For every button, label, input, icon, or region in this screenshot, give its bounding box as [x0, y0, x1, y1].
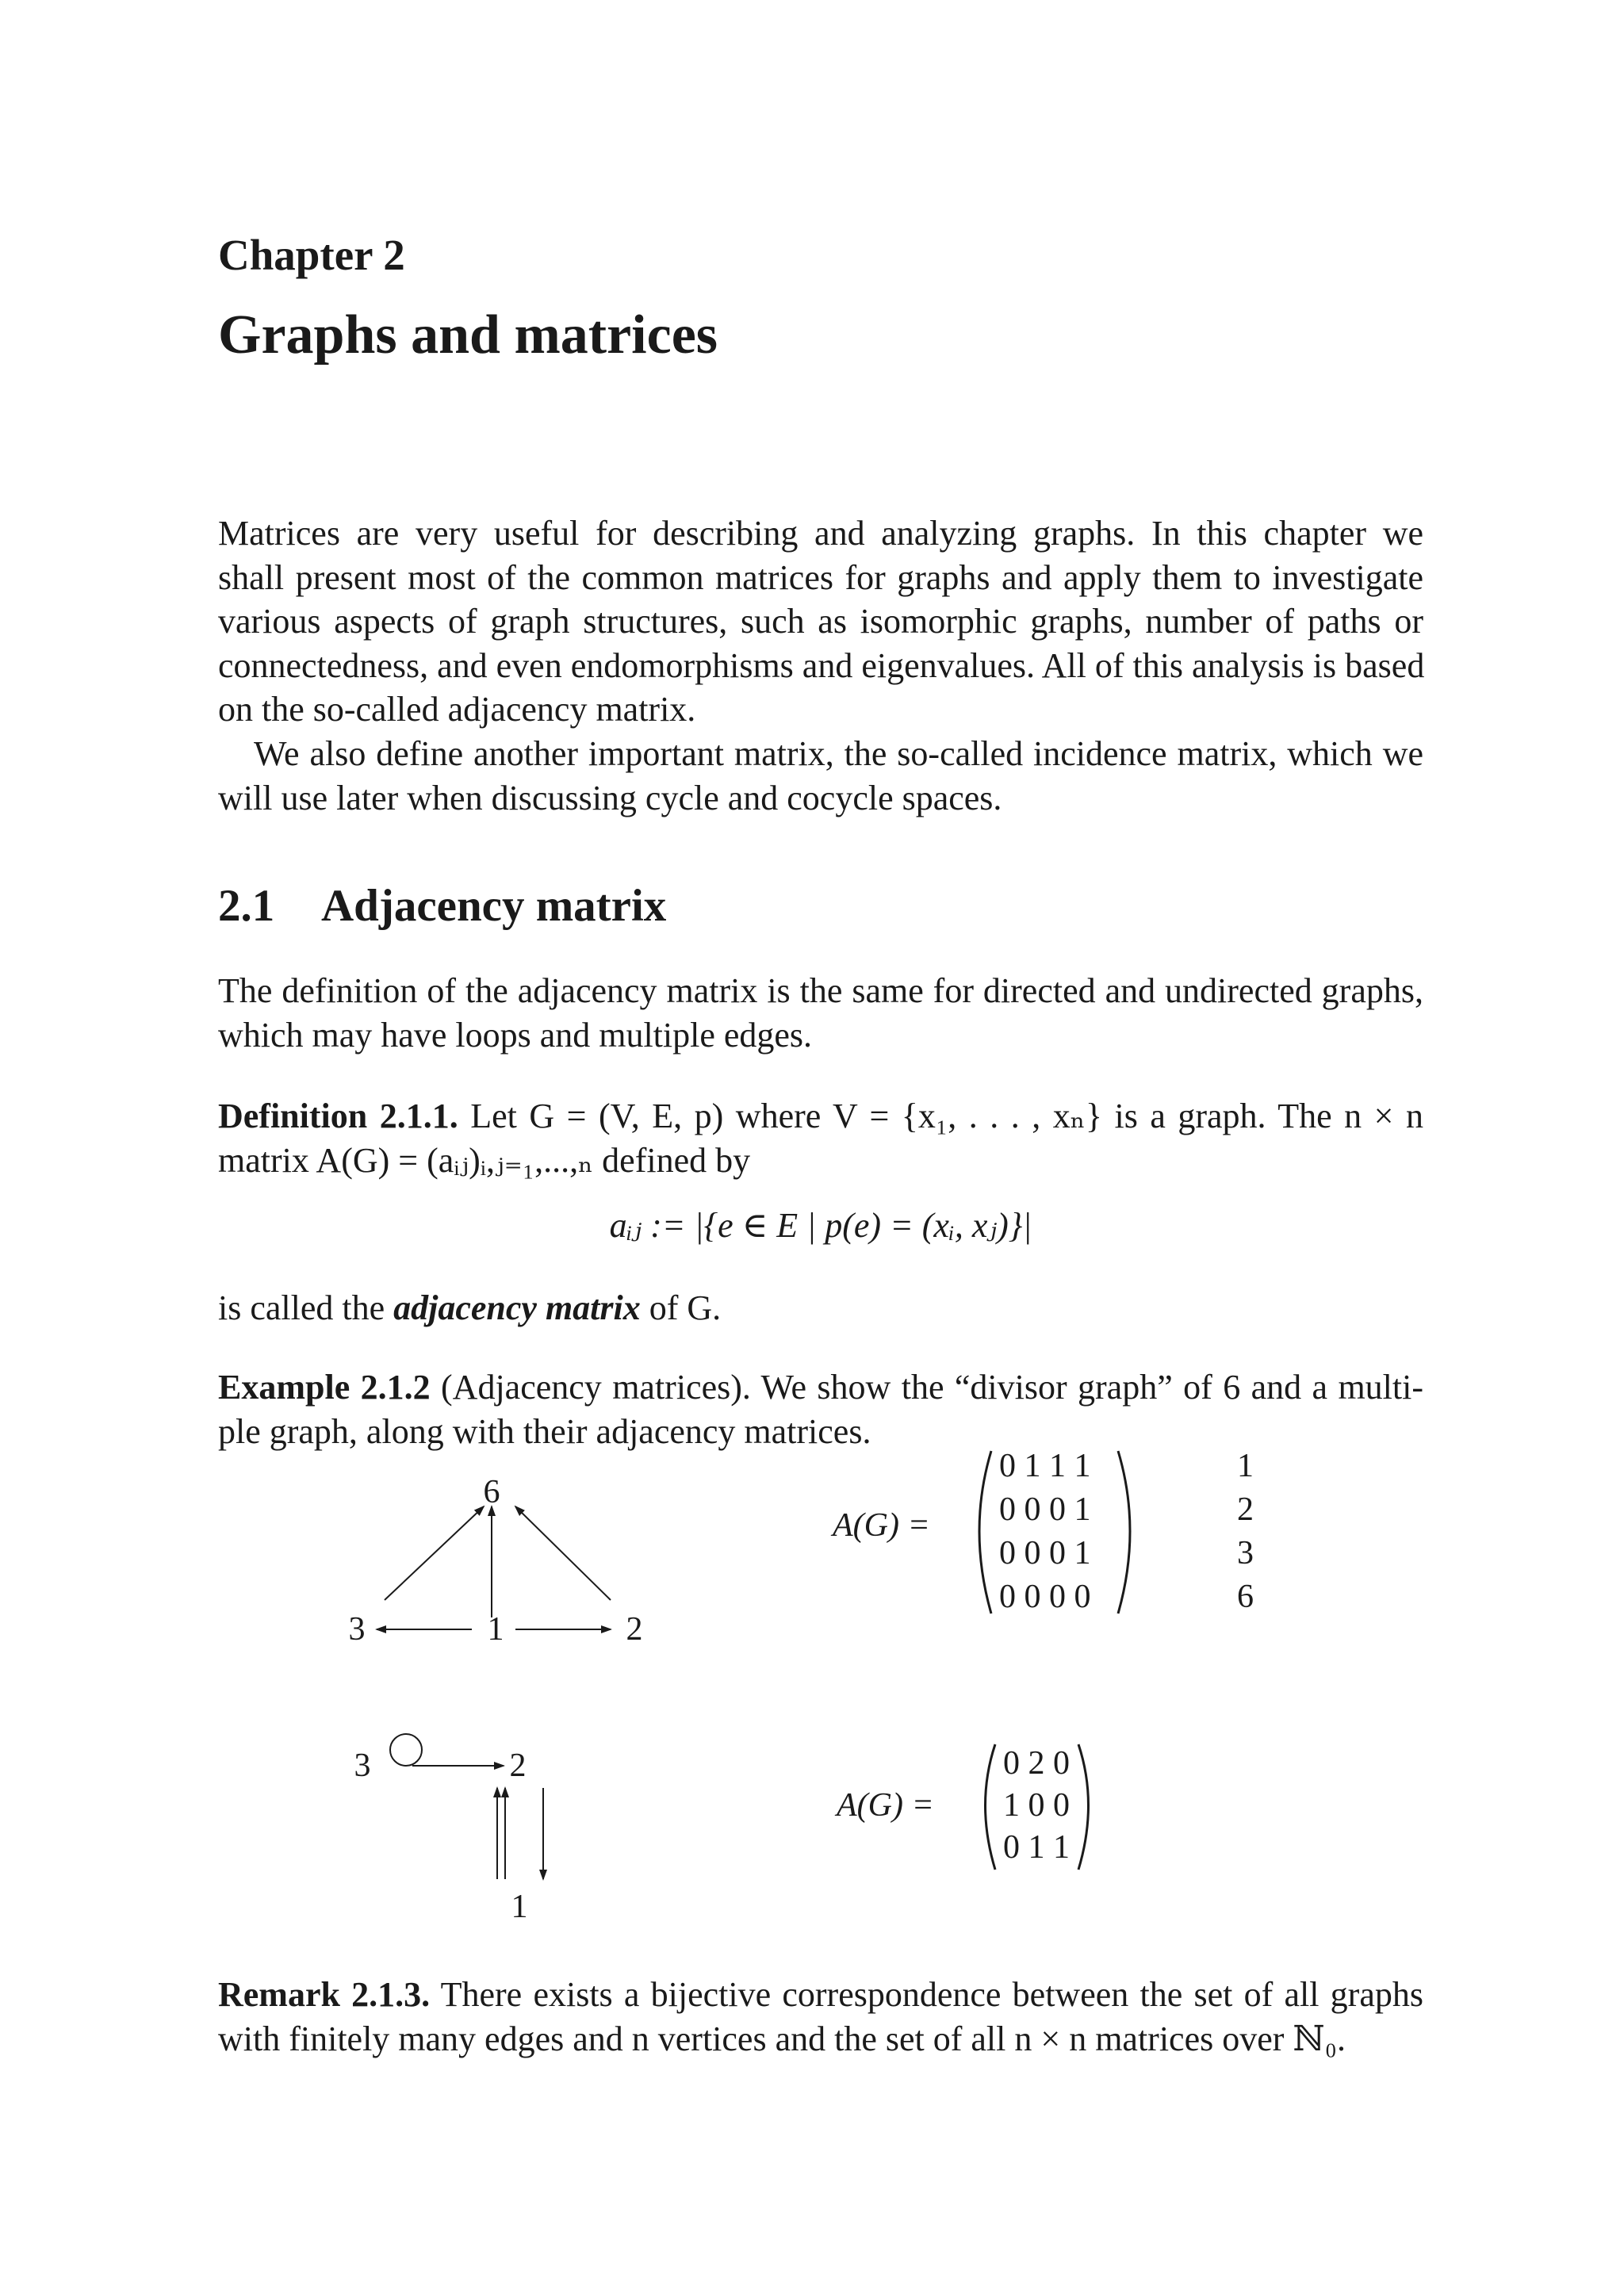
vertex-label: 1	[511, 1889, 528, 1925]
text-line: shall present most of the common matrices for graphs and apply them to investigate	[218, 557, 1423, 597]
left-paren	[979, 1451, 991, 1614]
definition-line-1	[218, 1094, 1423, 1139]
vertex-label: 1	[487, 1611, 504, 1648]
vertex-label: 3	[354, 1748, 371, 1784]
matrix-label: A(G) =	[833, 1507, 930, 1544]
matrix-label: A(G) =	[837, 1787, 934, 1824]
loop-at-3	[390, 1734, 422, 1766]
right-paren	[1078, 1744, 1089, 1870]
section-number: 2.1	[218, 881, 275, 931]
row-label: 3	[1237, 1535, 1254, 1571]
chapter-label: Chapter 2	[218, 231, 405, 279]
text-line: The definition of the adjacency matrix is the same for directed and undirected graphs,	[218, 971, 1423, 1010]
remark-label: Remark 2.1.3.	[218, 1975, 431, 2014]
vertex-label: 2	[509, 1748, 527, 1784]
row-label: 6	[1237, 1579, 1254, 1615]
matrix-label-2	[837, 1786, 934, 1824]
text-line: on the so-called adjacency matrix.	[218, 690, 696, 729]
vertex-label: 2	[626, 1611, 643, 1648]
matrix-row: 0 0 0 0	[999, 1579, 1091, 1615]
text-line: We also define another important matrix, the so-called incidence matrix, which we	[254, 734, 1423, 773]
matrix-row: 1 0 0	[1003, 1787, 1070, 1824]
definition-text: Let G = (V, E, p) where V = {x₁, . . . , xₙ} is a graph. The n × n	[470, 1097, 1423, 1135]
matrix-label-1	[833, 1506, 930, 1545]
definition-label: Definition 2.1.1.	[218, 1097, 458, 1135]
example-line-1	[218, 1365, 1423, 1410]
text-line	[218, 1286, 1423, 1330]
text-line: connectedness, and even endomorphisms and eigenvalues. All of this analysis is based	[218, 645, 1425, 685]
matrix-row: 0 2 0	[1003, 1745, 1070, 1782]
row-label: 1	[1237, 1448, 1254, 1484]
definition-formula: aᵢⱼ := |{e ∈ E | p(e) = (xᵢ, xⱼ)}|	[609, 1206, 1032, 1245]
vertex-label: 6	[483, 1474, 500, 1510]
section-title: Adjacency matrix	[321, 881, 667, 931]
intro-paragraph-2	[218, 732, 1423, 820]
left-paren	[986, 1744, 996, 1870]
text-line: various aspects of graph structures, such as isomorphic graphs, number of paths or	[218, 602, 1423, 641]
matrix-row: 0 0 0 1	[999, 1491, 1091, 1528]
closing-post: of G.	[640, 1288, 722, 1327]
edge-3-6	[385, 1506, 484, 1600]
remark-line-2: with finitely many edges and n vertices and the set of all n × n matrices over ℕ₀.	[218, 2019, 1346, 2058]
example-line-2: ple graph, along with their adjacency matrices.	[218, 1411, 871, 1451]
example-text: (Adjacency matrices). We show the “divisor graph” of 6 and a multi-	[441, 1368, 1423, 1407]
matrix-row: 0 0 0 1	[999, 1535, 1091, 1571]
adjacency-matrix-term: adjacency matrix	[393, 1288, 641, 1327]
closing-pre: is called the	[218, 1288, 394, 1327]
row-label: 2	[1237, 1491, 1254, 1528]
remark-text: There exists a bijective correspondence between the set of all graphs	[440, 1975, 1423, 2014]
text-line: will use later when discussing cycle and cocycle spaces.	[218, 778, 1002, 817]
matrix-row: 0 1 1 1	[999, 1448, 1091, 1484]
remark-line-1	[218, 1973, 1423, 2017]
matrix-row: 0 1 1	[1003, 1829, 1070, 1866]
text-line: Matrices are very useful for describing and analyzing graphs. In this chapter we	[218, 514, 1423, 553]
right-paren	[1118, 1451, 1130, 1614]
definition-line-2: matrix A(G) = (aᵢⱼ)ᵢ,ⱼ₌₁,...,ₙ defined by	[218, 1140, 751, 1180]
remark-block	[218, 1973, 1423, 2061]
chapter-title: Graphs and matrices	[218, 304, 718, 366]
section-intro	[218, 969, 1423, 1057]
text-line: which may have loops and multiple edges.	[218, 1015, 813, 1055]
vertex-label: 3	[348, 1611, 366, 1648]
definition-block	[218, 1094, 1423, 1182]
example-label: Example 2.1.2	[218, 1368, 431, 1407]
edge-2-6	[515, 1506, 611, 1600]
section-heading	[218, 880, 666, 932]
example-block	[218, 1365, 1423, 1453]
definition-closing	[218, 1286, 1423, 1330]
intro-paragraph-1	[218, 511, 1423, 732]
